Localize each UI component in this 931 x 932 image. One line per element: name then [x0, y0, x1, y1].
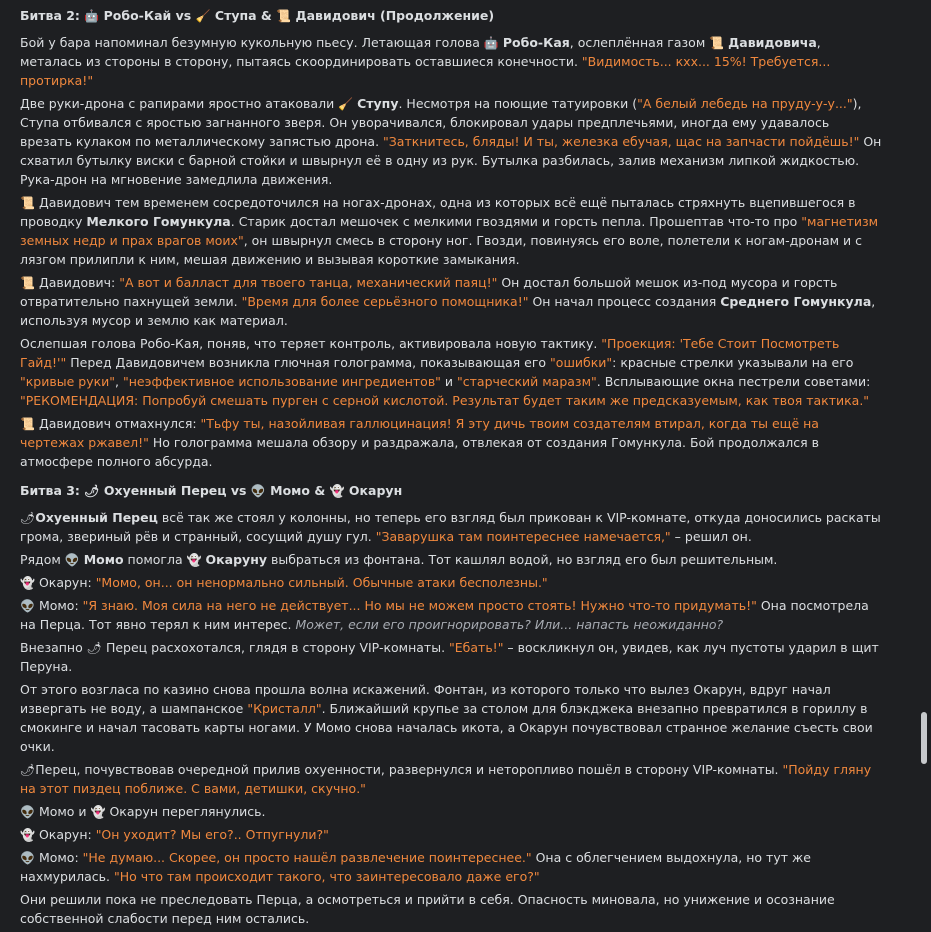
text: Давидович: — [38, 275, 120, 290]
ghost-icon: 👻 — [90, 805, 106, 819]
fighter-name: Давидович (Продолжение) — [295, 8, 495, 23]
paragraph — [20, 414, 882, 471]
character-name: Давидовича — [728, 35, 817, 50]
text: Но голограмма мешала обзору и раздражала, отвлекая от создания Гомункула. Бой продолжался в атмосфере полного абсурда. — [20, 435, 819, 469]
text: Окарун: — [38, 575, 96, 590]
text: Перец, почувствовав очередной прилив охуенности, развернулся и неторопливо пошёл в сторону VIP-комнаты. — [35, 762, 783, 777]
paragraph — [20, 508, 882, 546]
paragraph — [20, 33, 882, 90]
fighter-name: Ступа & — [214, 8, 272, 23]
text: – воскликнул он, увидев, как луч пустоты ударил в щит Перуна. — [20, 640, 879, 674]
text: : красные стрелки указывали на его — [612, 355, 854, 370]
versus-label: vs — [230, 483, 247, 498]
pepper-icon: 🌶 — [20, 763, 36, 777]
text: . Всплывающие окна пестрели советами: — [596, 374, 871, 389]
text: Перед Давидовичем возникла глючная голограмма, показывающая его — [66, 355, 551, 370]
text: Ослепшая голова Робо-Кая, поняв, что теряет контроль, активировала новую тактику. — [20, 336, 602, 351]
quote: "Проекция: 'Тебе Стоит Посмотреть Гайд!'" — [20, 336, 840, 370]
quote: "ошибки" — [550, 355, 613, 370]
paragraph — [20, 890, 882, 928]
text: Он схватил бутылку виски с барной стойки и швырнул её в одну из рук. Бутылка разбилась, залив механизм липкой жидкостью. Рука-дрон на мгновение замедлила движения. — [20, 134, 882, 187]
character-name: Мелкого Гомункула — [86, 214, 231, 229]
text: помогла — [123, 552, 187, 567]
quote: "Но что там происходит такого, что заинтересовало даже его?" — [113, 869, 540, 884]
quote: "Кристалл" — [247, 701, 322, 716]
ghost-icon: 👻 — [20, 576, 35, 590]
scroll-icon: 📜 — [709, 36, 725, 50]
scrollbar-thumb[interactable] — [921, 712, 927, 764]
text: Момо: — [38, 850, 83, 865]
scroll-icon: 📜 — [276, 9, 292, 23]
robot-icon: 🤖 — [483, 36, 499, 50]
pepper-icon: 🌶 — [86, 641, 102, 655]
quote: "Заварушка там поинтереснее намечается," — [375, 529, 671, 544]
ghost-icon: 👻 — [20, 828, 35, 842]
quote: "А белый лебедь на пруду-у-у..." — [637, 96, 853, 111]
scroll-icon: 📜 — [20, 276, 35, 290]
paragraph — [20, 848, 882, 886]
quote: "кривые руки" — [20, 374, 116, 389]
quote: "Тьфу ты, назойливая галлюцинация! Я эту дичь твоим создателям втирал, когда ты ещё на чертежах ржавел!" — [20, 416, 819, 450]
quote: "Видимость... кхх... 15%! Требуется... протирка!" — [20, 54, 831, 88]
quote: "старческий маразм" — [457, 374, 597, 389]
quote: "магнетизм земных недр и прах врагов моих" — [20, 214, 879, 248]
broom-icon: 🧹 — [338, 97, 354, 111]
paragraph — [20, 334, 882, 410]
text: Две руки-дрона с рапирами яростно атаковали — [20, 96, 339, 111]
paragraph — [20, 94, 882, 189]
text: , металась из стороны в сторону, пытаясь скоординировать оставшиеся конечности. — [20, 35, 821, 69]
text: Давидович отмахнулся: — [38, 416, 201, 431]
character-name: Момо — [83, 552, 124, 567]
text: Они решили пока не преследовать Перца, а осмотреться и прийти в себя. Опасность миновала, но унижение и осознание собственной слабости перед ним остались. — [20, 892, 835, 926]
italic-thought: Может, если его проигнорировать? Или... напасть неожиданно? — [295, 617, 724, 632]
alien-icon: 👽 — [20, 599, 35, 613]
quote: "Время для более серьёзного помощника!" — [241, 294, 529, 309]
fighter-name: Момо & — [270, 483, 326, 498]
text: . Старик достал мешочек с мелкими гвоздями и горсть пепла. Прошептав что-то про — [230, 214, 802, 229]
text: Окарун: — [38, 827, 96, 842]
text: Бой у бара напоминал безумную кукольную пьесу. Летающая голова — [20, 35, 484, 50]
paragraph — [20, 596, 882, 634]
text: Она с облегчением выдохнула, но тут же нахмурилась. — [20, 850, 811, 884]
text: Момо и — [38, 804, 91, 819]
paragraph — [20, 825, 882, 844]
quote: "Я знаю. Моя сила на него не действует... Но мы не можем просто стоять! Нужно что-то придумать!" — [82, 598, 757, 613]
scrollbar-track[interactable] — [919, 0, 929, 769]
quote: "неэффективное использование ингредиентов" — [122, 374, 441, 389]
quote: "Заткнитесь, бляды! И ты, железка ебучая, щас на запчасти пойдёшь!" — [383, 134, 860, 149]
text: Он достал большой мешок из-под мусора и горсть отвратительно пахнущей земли. — [20, 275, 838, 309]
quote: "Ебать!" — [449, 640, 504, 655]
character-name: Окаруну — [205, 552, 267, 567]
paragraph — [20, 638, 882, 676]
versus-label: vs — [175, 8, 192, 23]
ghost-icon: 👻 — [329, 484, 345, 498]
paragraph — [20, 193, 882, 269]
text: . Ближайший крупье за столом для блэкджека внезапно превратился в гориллу в смокинге и начал тасовать карты ногами. У Момо снова началась икота, а Окарун почувствовал странное желание съесть свои очки. — [20, 701, 873, 754]
quote: "Не думаю... Скорее, он просто нашёл развлечение поинтереснее." — [82, 850, 532, 865]
text: выбраться из фонтана. Тот кашлял водой, но взгляд его был решительным. — [266, 552, 778, 567]
paragraph — [20, 802, 882, 821]
text: . Несмотря на поющие татуировки ( — [398, 96, 638, 111]
text: , — [115, 374, 123, 389]
text: Окарун переглянулись. — [109, 804, 266, 819]
text: всё так же стоял у колонны, но теперь его взгляд был прикован к VIP-комнате, откуда доносились раскаты грома, звериный рёв и странный, сосущий душу гул. — [20, 510, 881, 544]
paragraph — [20, 760, 882, 798]
text: , он швырнул смесь в сторону ног. Гвозди, повинуясь его воле, полетели к ногам-дронам и с лязгом прилипли к ним, мешая движению и вызывая короткие замыкания. — [20, 233, 863, 267]
robot-icon: 🤖 — [84, 9, 100, 23]
text: и — [440, 374, 458, 389]
alien-icon: 👽 — [64, 553, 80, 567]
character-name: Робо-Кая — [502, 35, 570, 50]
pepper-icon: 🌶 — [20, 511, 36, 525]
battle-2-heading — [20, 6, 882, 25]
heading-prefix: Битва 2: — [20, 8, 80, 23]
text: Момо: — [38, 598, 83, 613]
quote: "А вот и балласт для твоего танца, механический паяц!" — [119, 275, 498, 290]
quote: "РЕКОМЕНДАЦИЯ: Попробуй смешать пурген с серной кислотой. Результат будет таким же предсказуемым, как твоя тактика." — [20, 393, 870, 408]
quote: "Пойду гляну на этот пиздец поближе. С вами, детишки, скучно." — [20, 762, 872, 796]
paragraph — [20, 573, 882, 592]
alien-icon: 👽 — [20, 851, 35, 865]
heading-prefix: Битва 3: — [20, 483, 80, 498]
text: , ослеплённая газом — [569, 35, 710, 50]
text: Он начал процесс создания — [528, 294, 721, 309]
battle-3-heading — [20, 481, 882, 500]
fighter-name: Робо-Кай — [103, 8, 172, 23]
text: Перец расхохотался, глядя в сторону VIP-комнаты. — [105, 640, 450, 655]
text: Она посмотрела на Перца. Тот явно терял к ним интерес. — [20, 598, 869, 632]
text: , используя мусор и землю как материал. — [20, 294, 876, 328]
character-name: Ступу — [357, 96, 399, 111]
text: ), Ступа отбивался с яростью загнанного зверя. Он уворачивался, блокировал удары предплечьями, иногда ему удавалось врезать кулаком по металлическому запястью дрона. — [20, 96, 862, 149]
chat-message-content — [20, 0, 882, 932]
paragraph — [20, 680, 882, 756]
quote: "Он уходит? Мы его?.. Отпугнули?" — [95, 827, 329, 842]
fighter-name: Охуенный Перец — [103, 483, 227, 498]
pepper-icon: 🌶 — [84, 484, 100, 498]
ghost-icon: 👻 — [186, 553, 202, 567]
text: Рядом — [20, 552, 65, 567]
text: – решил он. — [670, 529, 752, 544]
paragraph — [20, 550, 882, 569]
text: Давидович тем временем сосредоточился на ногах-дронах, одна из которых всё ещё пыталась стряхнуть вцепившегося в проводку — [20, 195, 856, 229]
text: Внезапно — [20, 640, 87, 655]
alien-icon: 👽 — [250, 484, 266, 498]
quote: "Момо, он... он ненормально сильный. Обычные атаки бесполезны." — [95, 575, 548, 590]
scroll-icon: 📜 — [20, 196, 35, 210]
alien-icon: 👽 — [20, 805, 35, 819]
character-name: Среднего Гомункула — [720, 294, 872, 309]
text: От этого возгласа по казино снова прошла волна искажений. Фонтан, из которого только что вылез Окарун, вдруг начал извергать не воду, а шампанское — [20, 682, 831, 716]
fighter-name: Окарун — [348, 483, 403, 498]
character-name: Охуенный Перец — [35, 510, 158, 525]
broom-icon: 🧹 — [195, 9, 211, 23]
paragraph — [20, 273, 882, 330]
scroll-icon: 📜 — [20, 417, 35, 431]
